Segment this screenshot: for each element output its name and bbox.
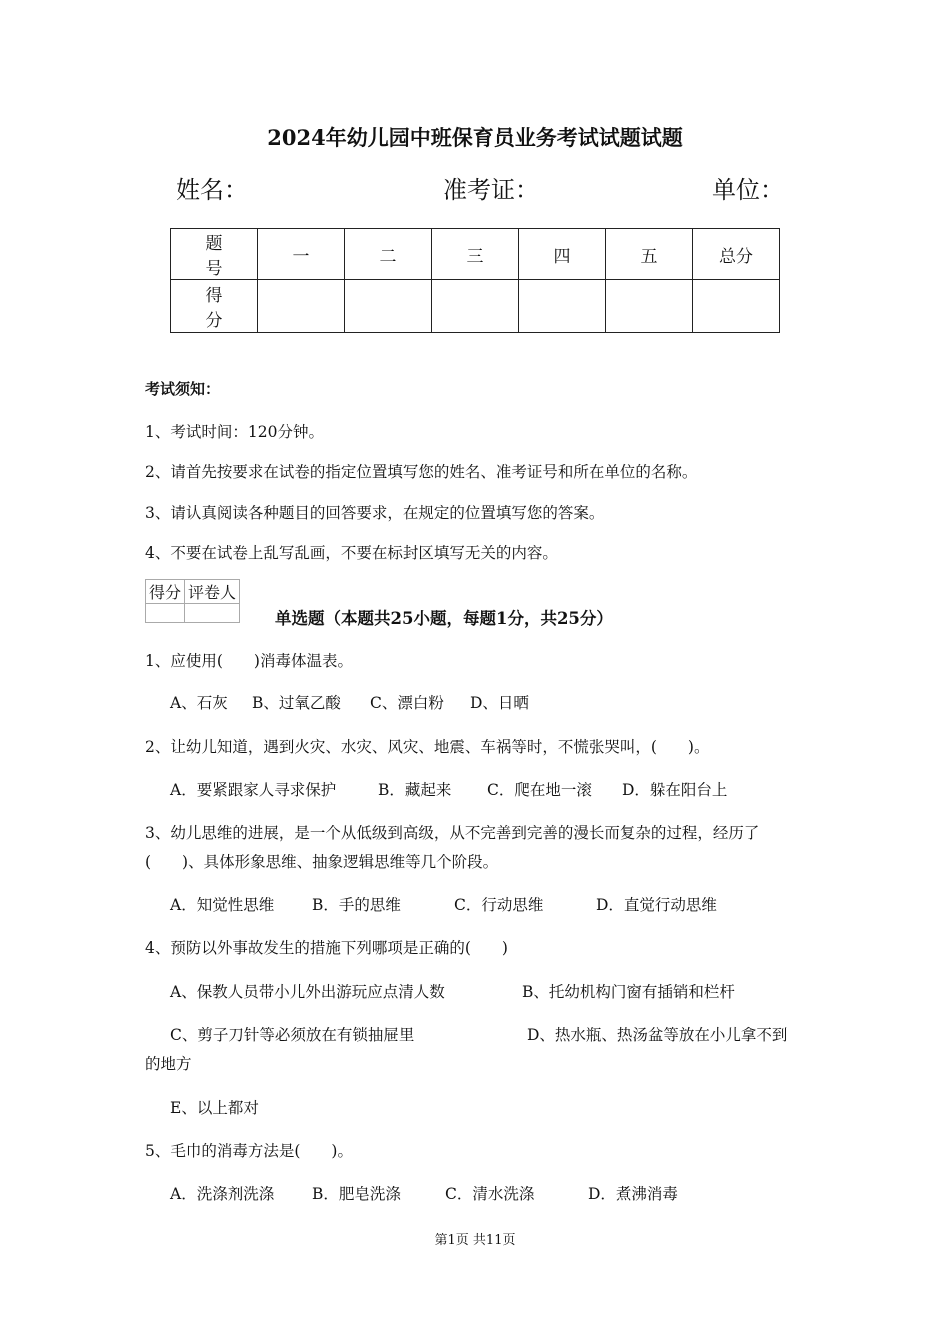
question-option: B．藏起来 <box>378 781 452 799</box>
question-option: E、以上都对 <box>170 1099 259 1117</box>
question-option: C．清水洗涤 <box>445 1185 535 1203</box>
score-table-cell: 二 <box>345 229 432 280</box>
question-option: D．直觉行动思维 <box>596 896 717 914</box>
question-option: A、保教人员带小儿外出游玩应点清人数 <box>170 983 445 1001</box>
question-option: D、热水瓶、热汤盆等放在小儿拿不到 <box>527 1026 788 1044</box>
score-table-score-row <box>171 280 780 333</box>
notice-item: 4、不要在试卷上乱写乱画，不要在标封区填写无关的内容。 <box>145 544 558 562</box>
score-table-cell: 题 号 <box>171 229 258 280</box>
unit-label: 单位： <box>712 176 784 204</box>
question-option: D．煮沸消毒 <box>588 1185 678 1203</box>
score-blank-cell[interactable] <box>345 280 432 333</box>
grader-box <box>145 579 240 623</box>
score-table-cell: 四 <box>519 229 606 280</box>
question-option: A．洗涤剂洗涤 <box>170 1185 275 1203</box>
question-stem-line2: ( )、具体形象思维、抽象逻辑思维等几个阶段。 <box>145 853 499 871</box>
score-blank-cell[interactable] <box>606 280 693 333</box>
question-option: D、日晒 <box>470 694 529 712</box>
score-blank-cell[interactable] <box>693 280 780 333</box>
question-option: A、石灰 <box>170 694 228 712</box>
notice-item: 2、请首先按要求在试卷的指定位置填写您的姓名、准考证号和所在单位的名称。 <box>145 463 698 481</box>
grader-reviewer-blank[interactable] <box>185 604 240 623</box>
notice-heading: 考试须知： <box>145 380 221 398</box>
question-stem: 1、应使用( )消毒体温表。 <box>145 652 353 670</box>
page-footer: 第1页 共11页 <box>434 1233 516 1248</box>
score-table-cell: 总分 <box>693 229 780 280</box>
question-option: B．肥皂洗涤 <box>312 1185 401 1203</box>
question-stem: 5、毛巾的消毒方法是( )。 <box>145 1142 353 1160</box>
score-table-cell: 得 分 <box>171 280 258 333</box>
question-option: B、托幼机构门窗有插销和栏杆 <box>522 983 735 1001</box>
question-stem: 2、让幼儿知道，遇到火灾、水灾、风灾、地震、车祸等时，不慌张哭叫，( )。 <box>145 738 710 756</box>
question-stem-line1: 3、幼儿思维的进展，是一个从低级到高级，从不完善到完善的漫长而复杂的过程，经历了 <box>145 824 760 842</box>
question-option: C、剪子刀针等必须放在有锁抽屉里 <box>170 1026 415 1044</box>
question-option: D．躲在阳台上 <box>622 781 728 799</box>
notice-item: 1、考试时间：120分钟。 <box>145 423 324 441</box>
score-table <box>170 228 780 333</box>
question-option: A．知觉性思维 <box>170 896 275 914</box>
question-option: B．手的思维 <box>312 896 401 914</box>
question-option-continued: 的地方 <box>145 1055 192 1073</box>
exam-id-label: 准考证： <box>443 176 539 204</box>
score-blank-cell[interactable] <box>519 280 606 333</box>
question-option: A．要紧跟家人寻求保护 <box>170 781 337 799</box>
score-blank-cell[interactable] <box>432 280 519 333</box>
section-title: 单选题（本题共25小题，每题1分，共25分） <box>275 609 613 628</box>
notice-item: 3、请认真阅读各种题目的回答要求，在规定的位置填写您的答案。 <box>145 504 605 522</box>
question-option: B、过氧乙酸 <box>252 694 341 712</box>
question-option: C．爬在地一滚 <box>487 781 592 799</box>
grader-reviewer-label: 评卷人 <box>185 580 240 604</box>
score-table-cell: 五 <box>606 229 693 280</box>
score-table-cell: 一 <box>258 229 345 280</box>
grader-score-label: 得分 <box>146 580 185 604</box>
score-table-cell: 三 <box>432 229 519 280</box>
question-option: C、漂白粉 <box>370 694 444 712</box>
grader-score-blank[interactable] <box>146 604 185 623</box>
score-table-header-row <box>171 229 780 280</box>
page-title: 2024年幼儿园中班保育员业务考试试题试题 <box>267 125 683 150</box>
name-label: 姓名： <box>176 176 248 204</box>
score-blank-cell[interactable] <box>258 280 345 333</box>
question-option: C．行动思维 <box>454 896 544 914</box>
question-stem: 4、预防以外事故发生的措施下列哪项是正确的( ) <box>145 939 508 957</box>
